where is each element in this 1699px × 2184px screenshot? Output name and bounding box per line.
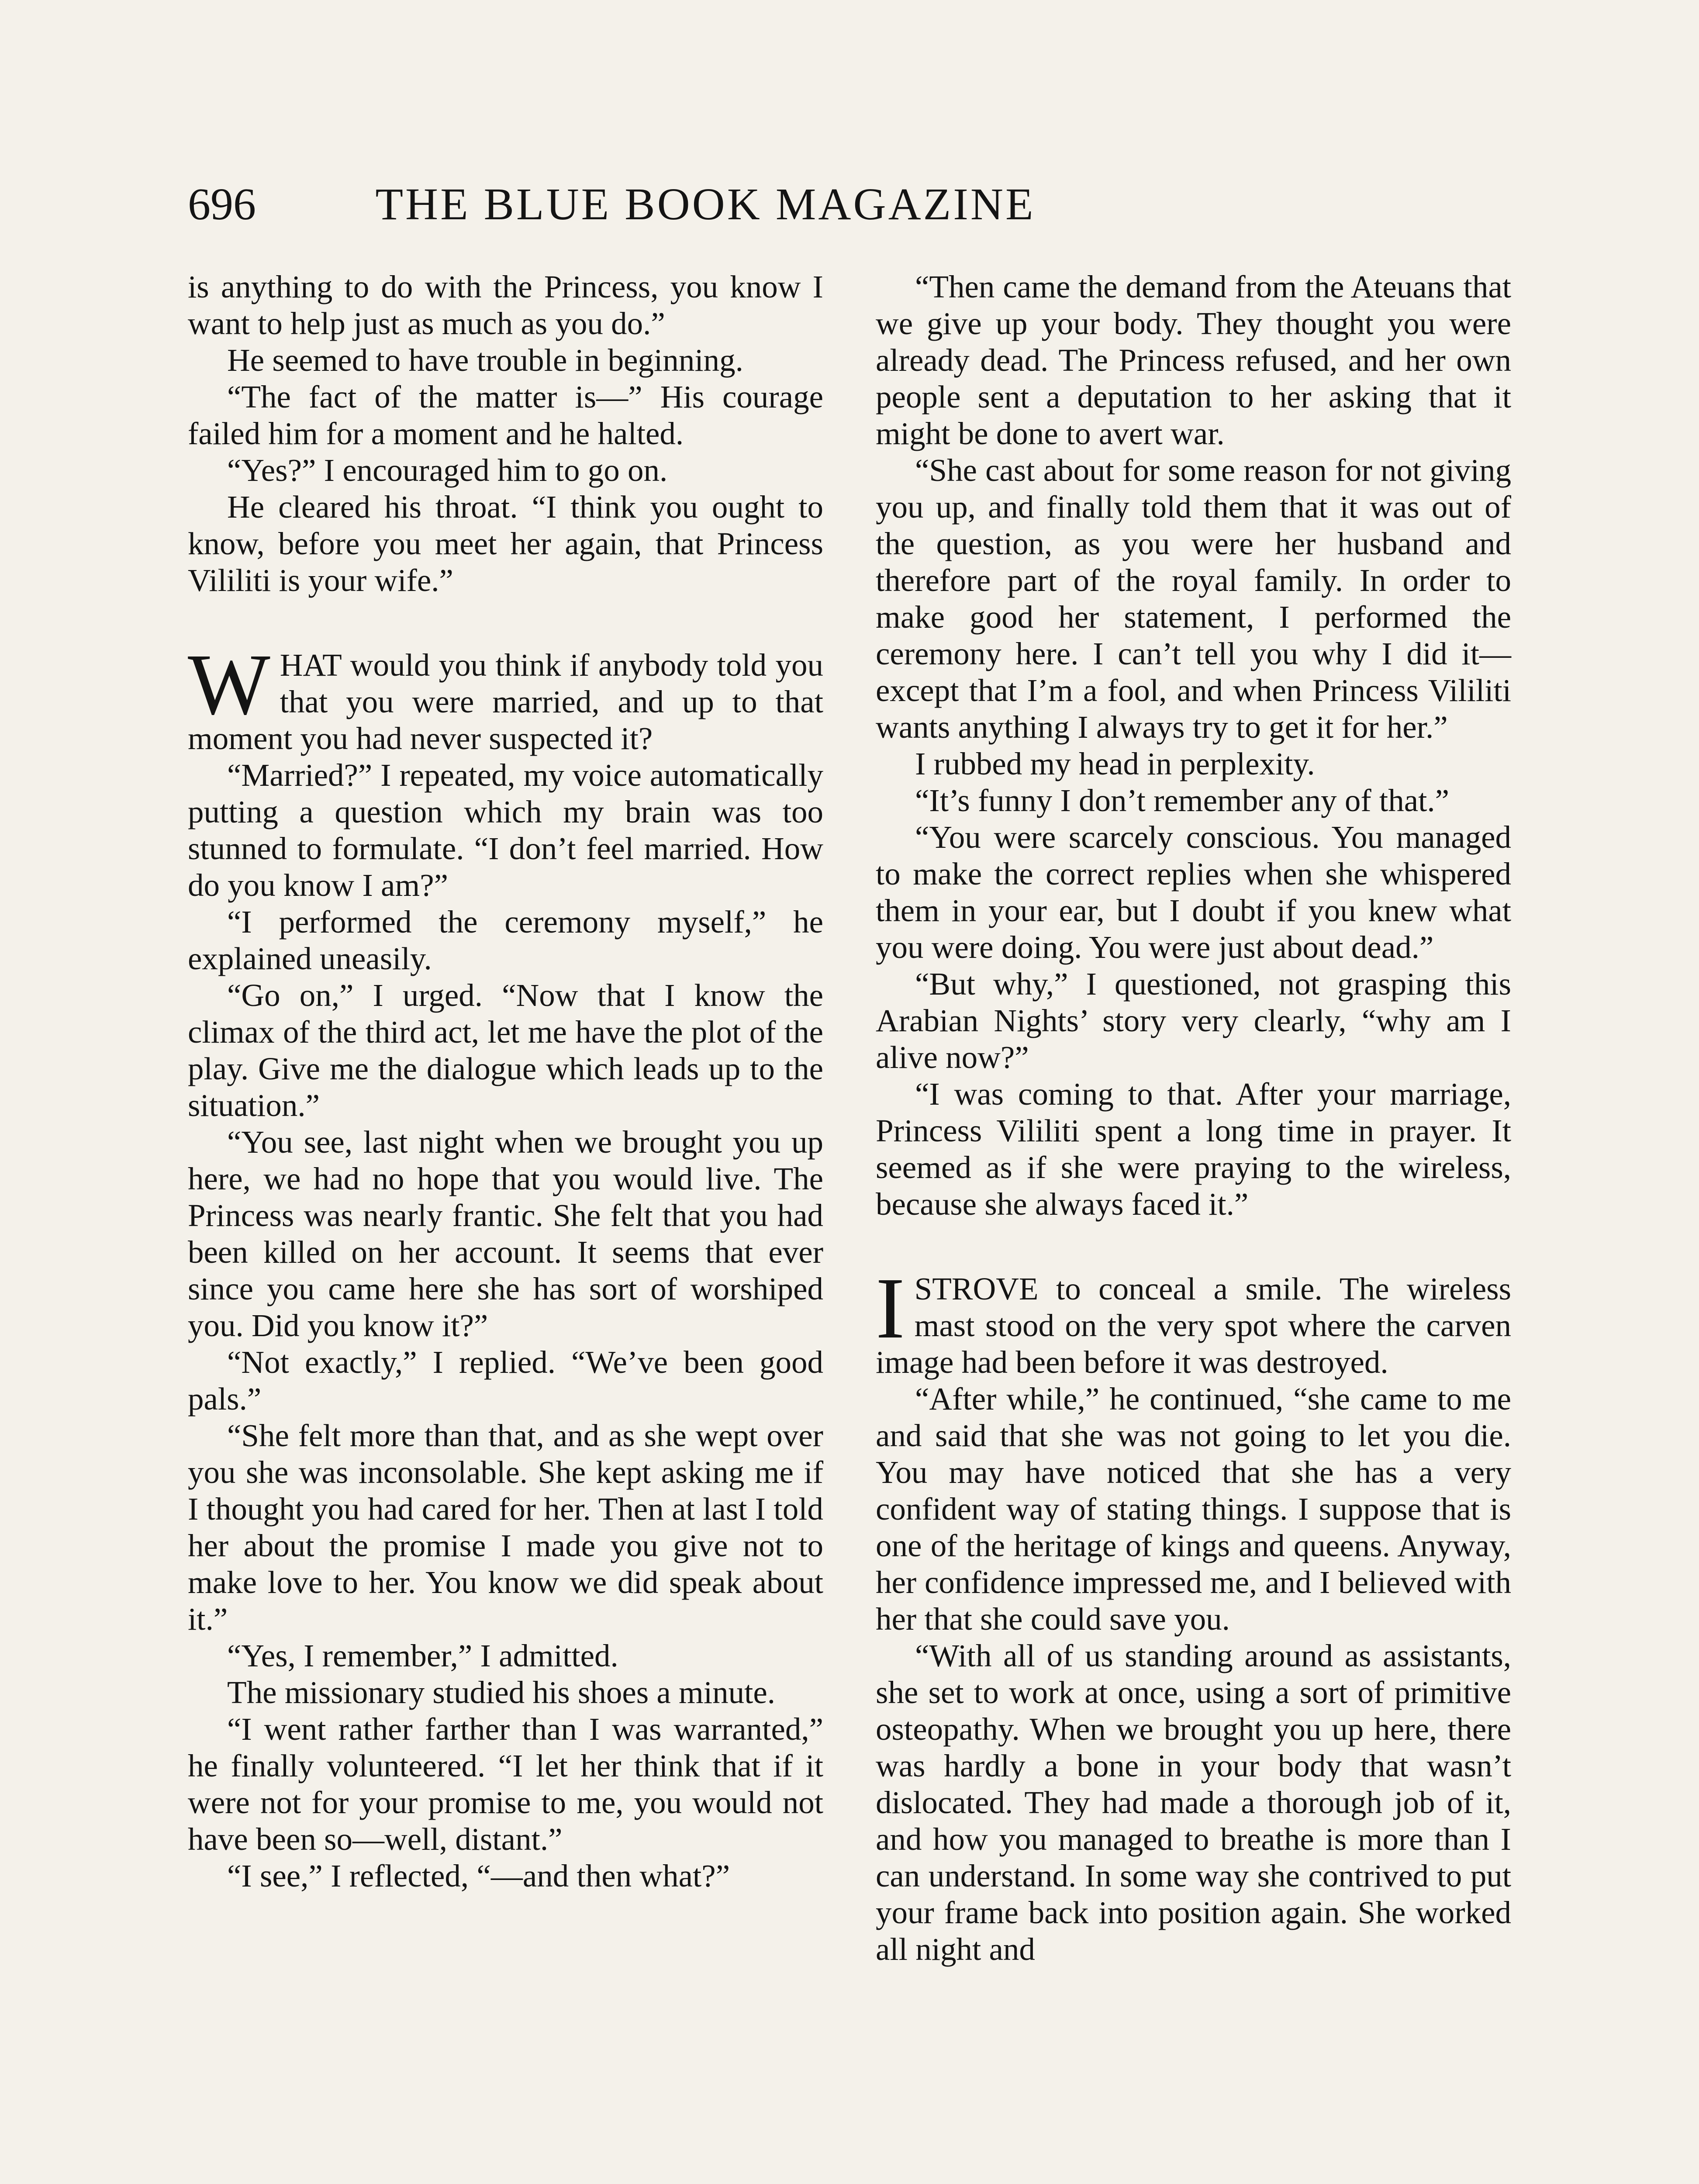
paragraph: He seemed to have trouble in beginning. (227, 342, 743, 378)
paragraph: “With all of us standing around as assistants, she set to work at once, using a sort of primitive osteopathy. When we brought you up here, there was hardly a bone in your body that wasn’t dislocated. They had made a thorough job of it, and how you managed to breathe is more than I can understand. In some way she contrived to put your frame back into position again. She worked all night and (876, 1638, 1511, 1967)
drop-cap: I (876, 1260, 905, 1357)
section-paragraph (188, 636, 823, 757)
paragraph: “Married?” I repeated, my voice automatically putting a question which my brain was too stunned to formulate. “I don’t feel married. How do you know I am?” (188, 757, 823, 903)
paragraph: “She cast about for some reason for not giving you up, and finally told them that it was out of the question, as you were her husband and therefore part of the royal family. In order to make good her statement, I performed the ceremony here. I can’t tell you why I did it—except that I’m a fool, and when Princess Vililiti wants anything I always try to get it for her.” (876, 453, 1511, 745)
left-text-column (188, 269, 823, 1894)
paragraph: He cleared his throat. “I think you ought to know, before you meet her again, that Princess Vililiti is your wife.” (188, 489, 823, 598)
section-paragraph (876, 1260, 1511, 1381)
paragraph: “I was coming to that. After your marriage, Princess Vililiti spent a long time in prayer. It seemed as if she were praying to the wireless, because she always faced it.” (876, 1076, 1511, 1222)
paragraph: “Not exactly,” I replied. “We’ve been good pals.” (188, 1344, 823, 1417)
paragraph: “Go on,” I urged. “Now that I know the climax of the third act, let me have the plot of the play. Give me the dialogue which leads up to the situation.” (188, 978, 823, 1123)
page-number: 696 (188, 179, 256, 229)
paragraph: “But why,” I questioned, not grasping this Arabian Nights’ story very clearly, “why am I alive now?” (876, 966, 1511, 1075)
paragraph: “The fact of the matter is—” His courage failed him for a moment and he halted. (188, 379, 823, 451)
paragraph: “I performed the ceremony myself,” he explained uneasily. (188, 904, 823, 976)
paragraph: “You were scarcely conscious. You managed to make the correct replies when she whispered them in your ear, but I doubt if you knew what you were doing. You were just about dead.” (876, 819, 1511, 965)
paragraph: “You see, last night when we brought you up here, we had no hope that you would live. The Princess was nearly frantic. She felt that you had been killed on her account. It seems that ever since you came here she has sort of worshiped you. Did you know it?” (188, 1124, 823, 1343)
paragraph: I rubbed my head in perplexity. (915, 746, 1315, 781)
magazine-title: THE BLUE BOOK MAGAZINE (375, 179, 1036, 229)
paragraph: “It’s funny I don’t remember any of that.” (915, 783, 1450, 818)
drop-cap: W (188, 636, 270, 733)
paragraph: “She felt more than that, and as she wept over you she was inconsolable. She kept asking me if I thought you had cared for her. Then at last I told her about the promise I made you give not to make love to her. You know we did speak about it.” (188, 1418, 823, 1637)
right-text-column (876, 269, 1511, 1968)
paragraph-text: STROVE to conceal a smile. The wireless mast stood on the very spot where the carven image had been before it was destroyed. (876, 1271, 1511, 1380)
paragraph: “Yes?” I encouraged him to go on. (227, 453, 668, 488)
paragraph: is anything to do with the Princess, you know I want to help just as much as you do.” (188, 269, 823, 341)
paragraph: “I see,” I reflected, “—and then what?” (227, 1858, 730, 1894)
paragraph: “Then came the demand from the Ateuans that we give up your body. They thought you were already dead. The Princess refused, and her own people sent a deputation to her asking that it might be done to avert war. (876, 269, 1511, 451)
paragraph: The missionary studied his shoes a minute. (227, 1675, 776, 1710)
paragraph: “I went rather farther than I was warranted,” he finally volunteered. “I let her think that if it were not for your promise to me, you would not have been so—well, distant.” (188, 1711, 823, 1857)
running-header (188, 169, 1223, 239)
paragraph: “After while,” he continued, “she came to me and said that she was not going to let you die. You may have noticed that she has a very confident way of stating things. I suppose that is one of the heritage of kings and queens. Anyway, her confidence impressed me, and I believed with her that she could save you. (876, 1381, 1511, 1637)
paragraph-text: HAT would you think if anybody told you that you were married, and up to that moment you had never suspected it? (188, 647, 823, 756)
paragraph: “Yes, I remember,” I admitted. (227, 1638, 618, 1673)
